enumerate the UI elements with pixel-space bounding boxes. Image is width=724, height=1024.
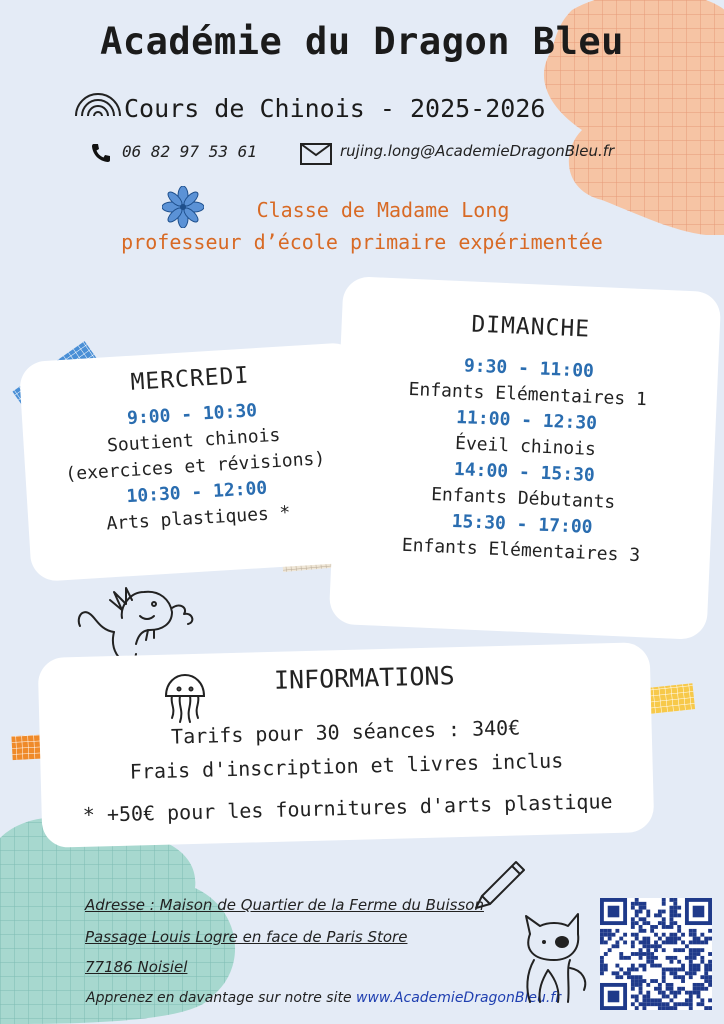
sunday-activity-4: Enfants Elémentaires 3: [401, 534, 641, 567]
mail-icon: [300, 143, 332, 165]
wednesday-time-1: 9:00 - 10:30: [126, 400, 258, 430]
teacher-description: professeur d’école primaire expérimentée: [121, 230, 603, 254]
qr-code[interactable]: [600, 898, 712, 1010]
sunday-time-4: 15:30 - 17:00: [451, 510, 593, 538]
footer-label: Apprenez en davantage sur notre site: [86, 990, 357, 1006]
wednesday-heading: MERCREDI: [129, 362, 251, 396]
information-heading: INFORMATIONS: [273, 661, 455, 695]
sunday-time-2: 11:00 - 12:30: [455, 406, 598, 435]
course-subtitle: Cours de Chinois - 2025-2026: [124, 94, 546, 123]
sunday-card: [329, 276, 722, 640]
page-title: Académie du Dragon Bleu: [100, 20, 624, 63]
sunday-activity-1: Enfants Elémentaires 1: [408, 378, 648, 411]
wednesday-activity-1a: Soutient chinois: [106, 424, 281, 457]
teacher-name: Classe de Madame Long: [256, 198, 510, 222]
pencil-icon: [468, 852, 530, 910]
website-link[interactable]: www.AcademieDragonBleu.fr: [356, 990, 561, 1006]
footer-text: [86, 990, 561, 1006]
sunday-activity-2: Éveil chinois: [454, 432, 597, 461]
sunday-time-3: 14:00 - 15:30: [453, 458, 596, 487]
wednesday-card: [19, 342, 372, 582]
address-line-2: Passage Louis Logre en face de Paris Store: [85, 928, 408, 946]
cat-icon: [508, 910, 592, 1008]
info-price: Tarifs pour 30 séances : 340€: [170, 715, 521, 749]
email-address: rujing.long@AcademieDragonBleu.fr: [340, 142, 615, 160]
sunday-activity-3: Enfants Débutants: [430, 483, 616, 513]
phone-icon: [90, 142, 112, 164]
wednesday-activity-1b: (exercices et révisions): [64, 448, 326, 485]
wednesday-time-2: 10:30 - 12:00: [125, 477, 268, 508]
phone-number: 06 82 97 53 61: [122, 142, 257, 161]
rainbow-icon: [72, 84, 124, 118]
information-card: [38, 642, 655, 848]
address-line-3: 77186 Noisiel: [85, 958, 188, 976]
address-line-1: Adresse : Maison de Quartier de la Ferme du Buisson: [85, 896, 484, 914]
sunday-heading: DIMANCHE: [470, 311, 591, 343]
wednesday-activity-2: Arts plastiques *: [105, 502, 292, 535]
sunday-time-1: 9:30 - 11:00: [463, 355, 595, 382]
info-supplies: * +50€ pour les fournitures d'arts plastique: [82, 789, 613, 827]
jellyfish-icon: [160, 672, 210, 724]
info-included: Frais d'inscription et livres inclus: [129, 748, 564, 784]
